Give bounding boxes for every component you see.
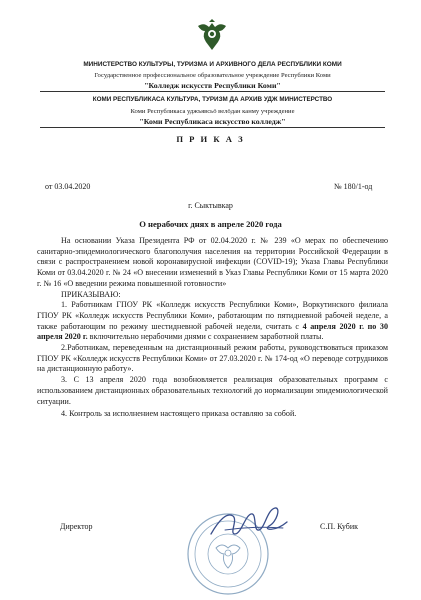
order-item-2: 2.Работникам, переведенным на дистанционный режим работы, руководствоваться приказом ГПОУ РК «Колледж искусств Республики Коми» от 27.03.2020 г. № 174-од «О переводе сотрудников на дистанционную работу». bbox=[37, 343, 388, 374]
signatory-name: С.П. Кубик bbox=[320, 522, 358, 531]
order-item-1: 1. Работникам ГПОУ РК «Колледж искусств Республики Коми», Воркутинского филиала ГПОУ РК «Колледж искусств Республики Коми», работающим по пятидневной рабочей неделе, а также работающим по режиму шестидневной рабочей недели, считать с 4 апреля 2020 г. по 30 апреля 2020 г. включительно нерабочими днями с сохранением заработной платы. bbox=[37, 300, 388, 342]
ministry-name-komi: КОМИ РЕСПУБЛИКАСА КУЛЬТУРА, ТУРИЗМ ДА АРХИВ УДЖ МИНИСТЕРСТВО bbox=[92, 96, 333, 103]
order-item-4: 4. Контроль за исполнением настоящего приказа оставляю за собой. bbox=[61, 409, 297, 419]
signatory-role: Директор bbox=[60, 522, 93, 531]
institution-name-komi: Коми Республикаса уджъявсьӧ велӧдан канму учреждение bbox=[130, 108, 295, 115]
order-item-3: 3. С 13 апреля 2020 года возобновляется реализация образовательных программ с использованием дистанционных образовательных технологий до нормализации эпидемиологической ситуации. bbox=[37, 375, 388, 406]
director-signature bbox=[205, 500, 295, 548]
header-divider bbox=[40, 91, 385, 92]
order-word: ПРИКАЗЫВАЮ: bbox=[61, 289, 121, 299]
intro-paragraph: На основании Указа Президента РФ от 02.04.2020 г. № 239 «О мерах по обеспечению санитарно-эпидемиологического благополучия населения на территории Российской Федерации в связи с распространением новой коронавирусной инфекции (COVID-19); Указа Главы Республики Коми от 03.04.2020 г. № 24 «О внесении изменений в Указ Главы Республики Коми от 15 марта 2020 г. № 16 «О введении режима повышенной готовности» bbox=[37, 236, 388, 288]
document-body bbox=[37, 236, 388, 420]
order-number: № 180/1-од bbox=[334, 182, 373, 191]
order-heading: П Р И К А З bbox=[176, 134, 245, 144]
college-name-komi: "Коми Республикаса искусство колледж" bbox=[139, 117, 286, 126]
document-title: О нерабочих днях в апреле 2020 года bbox=[139, 219, 282, 229]
ministry-name: МИНИСТЕРСТВО КУЛЬТУРЫ, ТУРИЗМА И АРХИВНОГО ДЕЛА РЕСПУБЛИКИ КОМИ bbox=[83, 61, 342, 68]
order-date: от 03.04.2020 bbox=[45, 182, 91, 191]
date-range-emphasis: 4 апреля 2020 г. по 30 апреля 2020 г. bbox=[37, 321, 388, 342]
institution-name: Государственное профессиональное образовательное учреждение Республики Коми bbox=[94, 72, 331, 79]
coat-of-arms-icon bbox=[194, 18, 230, 54]
header-divider bbox=[40, 127, 385, 128]
city-name: г. Сыктывкар bbox=[188, 201, 233, 210]
college-name: "Колледж искусств Республики Коми" bbox=[144, 81, 281, 90]
